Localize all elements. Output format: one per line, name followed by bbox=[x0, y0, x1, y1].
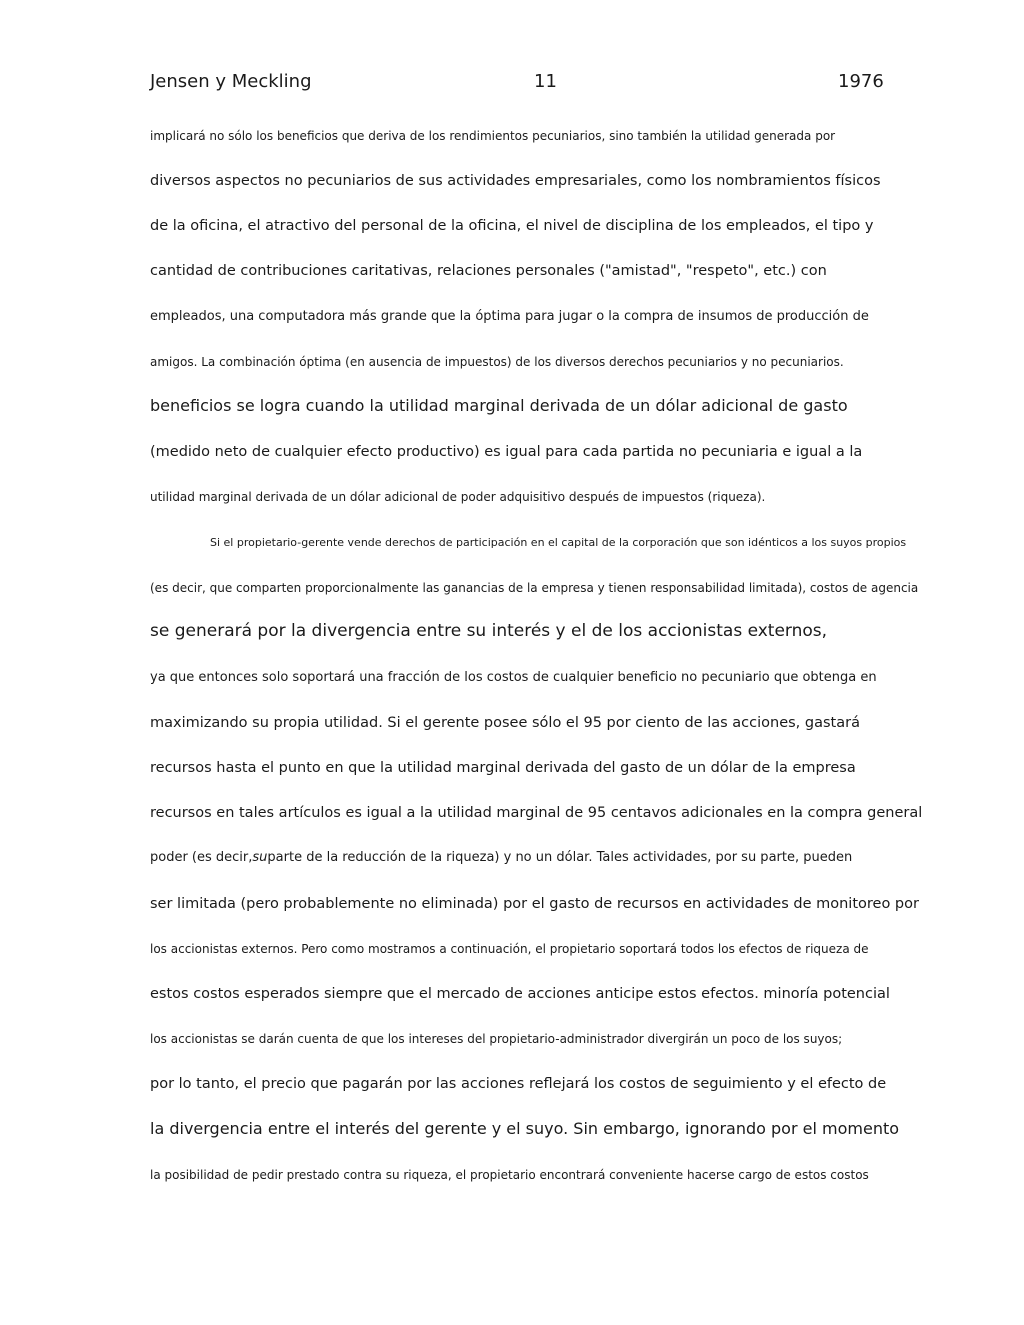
line-text-before: poder (es decir, bbox=[150, 850, 253, 865]
line-text-after: parte de la reducción de la riqueza) y no un dólar. Tales actividades, por su parte, pueden bbox=[267, 850, 853, 865]
body-line: recursos hasta el punto en que la utilidad marginal derivada del gasto de un dólar de la empresa bbox=[150, 760, 856, 776]
body-line: empleados, una computadora más grande que la óptima para jugar o la compra de insumos de producción de bbox=[150, 309, 869, 324]
body-line: de la oficina, el atractivo del personal de la oficina, el nivel de disciplina de los empleados, el tipo y bbox=[150, 218, 874, 234]
running-header-year: 1976 bbox=[838, 71, 884, 92]
italic-word: su bbox=[252, 850, 268, 865]
body-line: implicará no sólo los beneficios que deriva de los rendimientos pecuniarios, sino también la utilidad generada por bbox=[150, 129, 836, 143]
body-line-with-italic bbox=[150, 848, 852, 868]
body-line: utilidad marginal derivada de un dólar adicional de poder adquisitivo después de impuestos (riqueza). bbox=[150, 490, 766, 504]
body-line: se generará por la divergencia entre su interés y el de los accionistas externos, bbox=[150, 621, 828, 641]
paragraph-first-line: Si el propietario-gerente vende derechos de participación en el capital de la corporación que son idénticos a los suyos propios bbox=[210, 536, 907, 549]
body-line: amigos. La combinación óptima (en ausencia de impuestos) de los diversos derechos pecuniarios y no pecuniarios. bbox=[150, 355, 844, 369]
page-number: 11 bbox=[534, 71, 557, 92]
body-line: ya que entonces solo soportará una fracción de los costos de cualquier beneficio no pecuniario que obtenga en bbox=[150, 670, 877, 685]
body-line: cantidad de contribuciones caritativas, relaciones personales ("amistad", "respeto", etc.) con bbox=[150, 263, 827, 279]
running-header-authors: Jensen y Meckling bbox=[150, 71, 312, 92]
body-line: ser limitada (pero probablemente no eliminada) por el gasto de recursos en actividades de monitoreo por bbox=[150, 896, 919, 912]
body-line: diversos aspectos no pecuniarios de sus actividades empresariales, como los nombramientos físicos bbox=[150, 173, 881, 189]
body-line: la posibilidad de pedir prestado contra su riqueza, el propietario encontrará conveniente hacerse cargo de estos costos bbox=[150, 1168, 869, 1182]
body-line: la divergencia entre el interés del gerente y el suyo. Sin embargo, ignorando por el momento bbox=[150, 1119, 900, 1138]
body-line: por lo tanto, el precio que pagarán por las acciones reflejará los costos de seguimiento y el efecto de bbox=[150, 1076, 887, 1092]
body-line: beneficios se logra cuando la utilidad marginal derivada de un dólar adicional de gasto bbox=[150, 396, 848, 415]
body-line: los accionistas se darán cuenta de que los intereses del propietario-administrador divergirán un poco de los suyos; bbox=[150, 1032, 843, 1046]
body-line: (es decir, que comparten proporcionalmente las ganancias de la empresa y tienen responsabilidad limitada), costos de agencia bbox=[150, 581, 919, 595]
body-line: estos costos esperados siempre que el mercado de acciones anticipe estos efectos. minoría potencial bbox=[150, 986, 890, 1002]
body-line: recursos en tales artículos es igual a la utilidad marginal de 95 centavos adicionales en la compra general bbox=[150, 805, 923, 821]
body-line: los accionistas externos. Pero como mostramos a continuación, el propietario soportará todos los efectos de riqueza de bbox=[150, 942, 869, 956]
body-line: (medido neto de cualquier efecto productivo) es igual para cada partida no pecuniaria e igual a la bbox=[150, 444, 863, 460]
body-line: maximizando su propia utilidad. Si el gerente posee sólo el 95 por ciento de las acciones, gastará bbox=[150, 715, 860, 731]
